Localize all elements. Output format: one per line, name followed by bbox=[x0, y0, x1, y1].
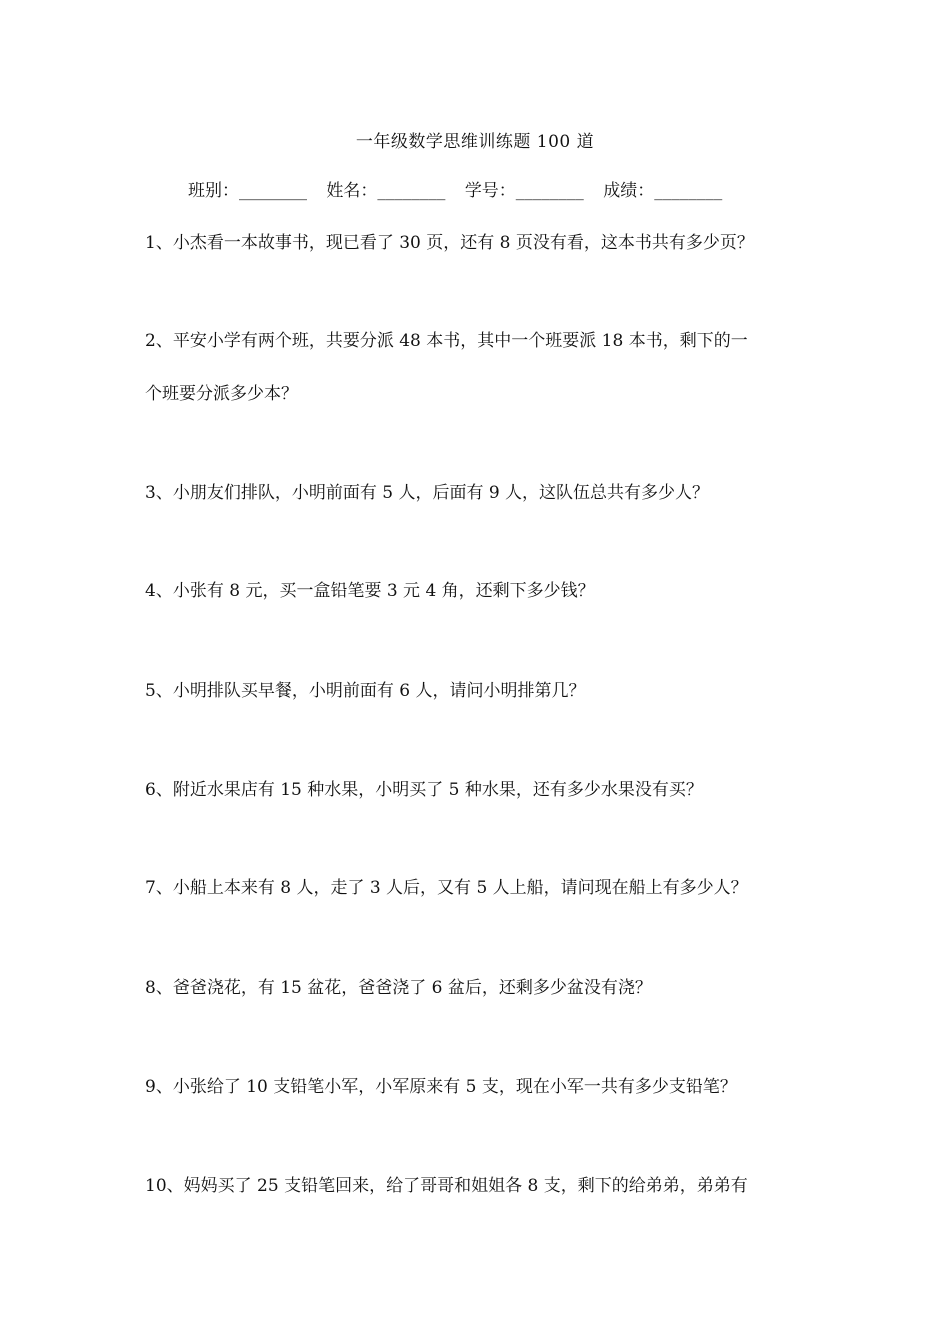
question-2-line-2: 个班要分派多少本？ bbox=[145, 384, 298, 404]
question-5: 5、小明排队买早餐，小明前面有 6 人，请问小明排第几？ bbox=[145, 681, 586, 701]
question-1: 1、小杰看一本故事书，现已看了 30 页，还有 8 页没有看，这本书共有多少页？ bbox=[145, 233, 754, 253]
question-2-line-1: 2、平安小学有两个班，共要分派 48 本书，其中一个班要派 18 本书，剩下的一 bbox=[145, 331, 748, 351]
student-info-line bbox=[188, 176, 736, 201]
class-field: 班别：________ bbox=[188, 181, 307, 201]
name-field: 姓名：________ bbox=[326, 181, 446, 201]
question-9: 9、小张给了 10 支铅笔小军，小军原来有 5 支，现在小军一共有多少支铅笔？ bbox=[145, 1077, 737, 1097]
question-8: 8、爸爸浇花，有 15 盆花，爸爸浇了 6 盆后，还剩多少盆没有浇？ bbox=[145, 978, 652, 998]
question-10: 10、妈妈买了 25 支铅笔回来，给了哥哥和姐姐各 8 支，剩下的给弟弟，弟弟有 bbox=[145, 1176, 748, 1196]
worksheet-title: 一年级数学思维训练题 100 道 bbox=[355, 132, 595, 152]
score-field: 成绩：________ bbox=[603, 181, 723, 201]
question-3: 3、小朋友们排队，小明前面有 5 人，后面有 9 人，这队伍总共有多少人？ bbox=[145, 483, 710, 503]
question-4: 4、小张有 8 元，买一盒铅笔要 3 元 4 角，还剩下多少钱？ bbox=[145, 581, 595, 601]
student-id-field: 学号：________ bbox=[464, 181, 584, 201]
question-6: 6、附近水果店有 15 种水果，小明买了 5 种水果，还有多少水果没有买？ bbox=[145, 780, 703, 800]
question-7: 7、小船上本来有 8 人，走了 3 人后，又有 5 人上船，请问现在船上有多少人？ bbox=[145, 878, 748, 898]
